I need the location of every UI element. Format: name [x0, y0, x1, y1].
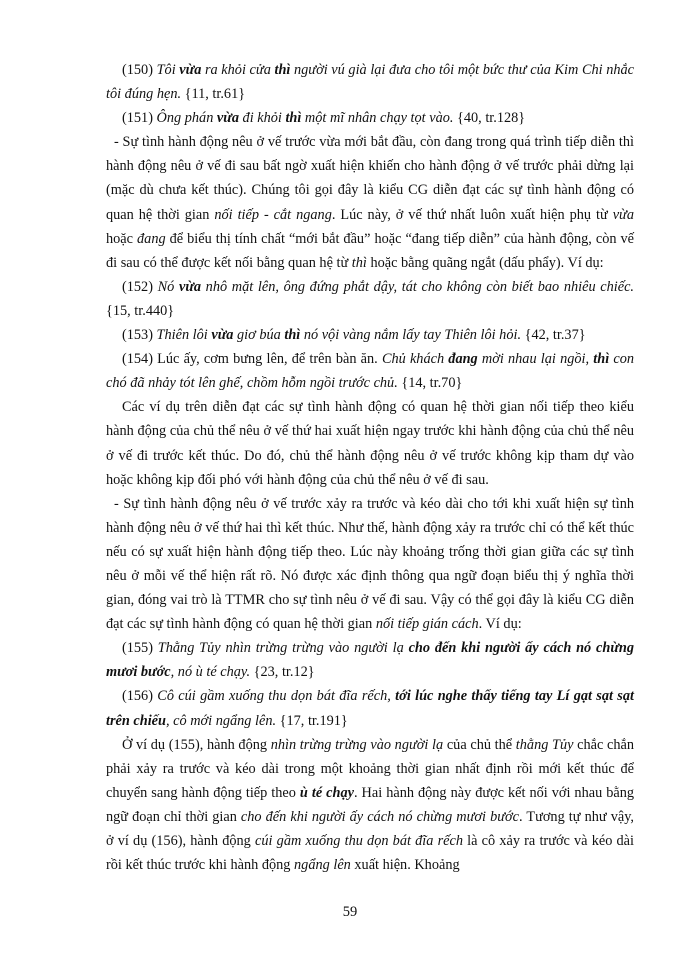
text-run: là cô xảy ra trước và kéo dài rồi kết thúc trước khi hành động — [106, 833, 634, 874]
text-run: thì — [274, 62, 291, 78]
text-run: (156) — [122, 688, 158, 705]
text-run: thằng Tủy — [515, 736, 574, 753]
text-run: {11, tr.61} — [181, 86, 246, 103]
text-run: nối tiếp gián cách — [375, 616, 479, 633]
text-run: Ông phán — [156, 110, 217, 127]
text-run: vừa — [179, 62, 202, 78]
text-run: {15, tr.440} — [106, 302, 175, 319]
text-run: cho đến khi người ấy cách nó chừng mươi bước — [240, 808, 519, 825]
text-run: thì — [285, 110, 302, 127]
text-run: của chủ thể — [443, 736, 516, 753]
text-run: đang — [137, 230, 166, 247]
text-run: (153) — [122, 327, 157, 344]
text-run: Thiên lôi — [156, 327, 212, 344]
text-run: Chủ khách — [381, 351, 449, 368]
text-run: chắc chắn phải xảy ra trước và kéo dài trong một khoảng thời gian nhất định rồi mới kết thúc để chuyển sang hành động tiếp theo — [106, 736, 634, 801]
text-run: đi khỏi — [238, 110, 286, 127]
text-run: vừa — [216, 110, 239, 127]
text-run: người vú già lại đưa cho tôi một bức thư của Kim Chi nhắc tôi đúng hẹn. — [106, 62, 635, 103]
text-run: Nó — [157, 278, 179, 295]
paragraph — [106, 492, 634, 637]
text-run: {42, tr.37} — [521, 327, 586, 344]
text-run: Thằng Tủy nhìn trừng trừng vào người lạ — [157, 640, 409, 657]
page-number: 59 — [342, 904, 358, 920]
text-run: (150) — [122, 62, 157, 78]
paragraph — [106, 130, 634, 275]
text-run: Cô cúi gầm xuống thu dọn bát đĩa rếch, — [157, 688, 396, 705]
text-run: (154) Lúc ấy, cơm bưng lên, để trên bàn ăn. — [122, 351, 382, 368]
text-run: một mĩ nhân chạy tọt vào. — [301, 110, 454, 127]
text-run: ra khỏi cửa — [201, 62, 275, 78]
text-run: - Sự tình hành động nêu ở vế trước vừa mới bắt đầu, còn đang trong quá trình tiếp diễn thì hành động nêu ở vế đi sau bất ngờ xuất hiện khiến cho hành động ở vế trước phải dừng lại (mặc dù chưa kết thúc). Chúng tôi gọi đây là kiểu CG diễn đạt các sự tình hành động có quan hệ thời gian — [106, 134, 634, 223]
text-run: hoặc — [106, 230, 138, 247]
text-run: nối tiếp - cắt ngang — [214, 206, 332, 223]
paragraph — [106, 684, 634, 732]
text-run: đang — [448, 351, 478, 368]
page-body — [106, 58, 634, 877]
paragraph — [106, 275, 634, 323]
text-run: {23, tr.12} — [250, 664, 315, 681]
text-run: (152) — [122, 278, 158, 295]
paragraph — [106, 58, 634, 106]
text-run: mời nhau lại ngồi, — [477, 351, 594, 368]
paragraph — [106, 106, 634, 130]
text-run: Tôi — [156, 62, 180, 78]
text-run: {17, tr.191} — [276, 712, 348, 729]
text-run: nhô mặt lên, ông đứng phắt dậy, tát cho không còn biết bao nhiêu chiếc. — [201, 278, 634, 295]
text-run: xuất hiện. Khoảng — [350, 857, 460, 874]
text-run: vừa — [211, 327, 234, 344]
paragraph — [106, 323, 634, 347]
text-run: . Lúc này, ở vế thứ nhất luôn xuất hiện phụ từ — [331, 206, 613, 223]
text-run: {14, tr.70} — [397, 375, 463, 392]
text-run: cúi gầm xuống thu dọn bát đĩa rếch — [255, 833, 463, 849]
text-run: . Tương tự như vậy, ở ví dụ (156), hành động — [106, 808, 634, 849]
text-run: . Hai hành động này được kết nối với nhau bằng ngữ đoạn chỉ thời gian — [106, 784, 634, 825]
text-run: thì — [593, 351, 610, 368]
text-run: thì — [351, 254, 367, 271]
text-run: (151) — [122, 110, 157, 127]
paragraph — [106, 395, 634, 491]
text-run: nó vội vàng nắm lấy tay Thiên lôi hỏi. — [300, 327, 522, 344]
text-run: , cô mới ngẩng lên. — [165, 712, 277, 729]
text-run: hoặc bằng quãng ngắt (dấu phẩy). Ví dụ: — [366, 254, 604, 271]
text-run: Ở ví dụ (155), hành động — [122, 736, 271, 753]
text-run: Các ví dụ trên diễn đạt các sự tình hành động có quan hệ thời gian nối tiếp theo kiểu hành động của chủ thể nêu ở vế thứ hai xuất hiện ngay trước khi hành động của chủ thể nêu ở vế đi trước kết thúc. Do đó, chủ thể hành động nêu ở vế trước không kịp tham dự vào hoặc không kịp đối phó với hành động của chủ thể nêu ở vế đi sau. — [106, 399, 634, 488]
paragraph — [106, 347, 634, 395]
text-run: con chó đã nhảy tót lên ghế, chồm hỗm ngồi trước chủ. — [106, 351, 635, 392]
text-run: giơ búa — [233, 327, 285, 344]
text-run: nhìn trừng trừng vào người lạ — [270, 736, 444, 753]
text-run: vừa — [612, 206, 634, 223]
text-run: {40, tr.128} — [453, 110, 526, 127]
text-run: (155) — [122, 640, 158, 657]
paragraph — [106, 733, 634, 878]
text-run: tới lúc nghe thấy tiếng tay Lí gạt sạt sạt trên chiếu — [106, 688, 634, 729]
text-run: ù té chạy — [299, 784, 354, 801]
text-run: vừa — [178, 278, 202, 295]
text-run: cho đến khi người ấy cách nó chừng mươi bước — [106, 640, 634, 681]
text-run: thì — [284, 327, 301, 344]
text-run: , nó ù té chạy. — [170, 664, 251, 681]
text-run: - Sự tình hành động nêu ở vế trước xảy ra trước và kéo dài cho tới khi xuất hiện sự tình hành động nêu ở vế thứ hai thì kết thúc. Như thế, hành động xảy ra trước chỉ có thể kết thúc nếu có sự xuất hiện hành động tiếp theo. Lúc này khoảng trống thời gian giữa các sự tình nêu ở mỗi vế thể hiện rất rõ. Nó được xác định thông qua ngữ đoạn biểu thị ý nghĩa thời gian, đóng vai trò là TTMR cho sự tình nêu ở vế đi sau. Vậy có thể gọi đây là kiểu CG diễn đạt các sự tình hành động có quan hệ thời gian — [106, 495, 634, 633]
text-run: ngẩng lên — [294, 857, 351, 874]
text-run: để biểu thị tính chất “mới bắt đầu” hoặc “đang tiếp diễn” của hành động, còn vế đi sau có thể được kết nối bằng quan hệ từ — [106, 230, 635, 271]
paragraph — [106, 636, 634, 684]
text-run: . Ví dụ: — [478, 616, 522, 633]
